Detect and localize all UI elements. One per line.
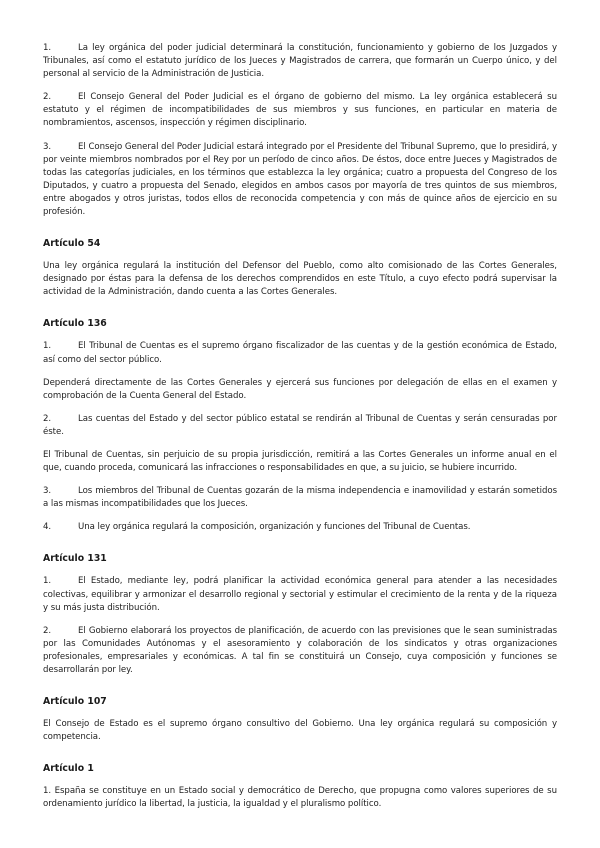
paragraph bbox=[43, 785, 557, 811]
paragraph bbox=[43, 485, 557, 511]
document-body bbox=[43, 42, 557, 821]
paragraph-text: El Estado, mediante ley, podrá planificar la actividad económica general para atender a las necesidades colectivas, equilibrar y armonizar el desarrollo regional y sectorial y estimular el crecimiento de la renta y de la riqueza y su más justa distribución. bbox=[43, 576, 557, 613]
paragraph-text: Los miembros del Tribunal de Cuentas gozarán de la misma independencia e inamovilidad y estarán sometidos a las mismas incompatibilidades que los Jueces. bbox=[43, 486, 557, 510]
paragraph bbox=[43, 91, 557, 130]
paragraph-number: 1. bbox=[43, 341, 52, 352]
paragraph-text: La ley orgánica del poder judicial determinará la constitución, funcionamiento y gobierno de los Juzgados y Tribunales, así como el estatuto jurídico de los Jueces y Magistrados de carrera, que formarán un Cuerpo único, y del personal al servicio de la Administración de Justicia. bbox=[43, 43, 557, 80]
paragraph-text: El Gobierno elaborará los proyectos de planificación, de acuerdo con las previsiones que le sean suministradas por las Comunidades Autónomas y el asesoramiento y colaboración de los sindicatos y otras organizaciones profesionales, empresariales y económicas. A tal fin se constituirá un Consejo, cuya composición y funciones se desarrollarán por ley. bbox=[43, 625, 557, 675]
paragraph-text: El Tribunal de Cuentas, sin perjuicio de su propia jurisdicción, remitirá a las Cortes Generales un informe anual en el que, cuando proceda, comunicará las infracciones o responsabilidades en que, a su juicio, se hubiere incurrido. bbox=[43, 449, 557, 474]
paragraph-number: 3. bbox=[43, 486, 52, 497]
article-heading: Artículo 136 bbox=[43, 318, 107, 330]
paragraph-text: Las cuentas del Estado y del sector público estatal se rendirán al Tribunal de Cuentas y serán censuradas por éste. bbox=[43, 413, 557, 437]
paragraph-number: 1. bbox=[43, 43, 52, 53]
paragraph-number: 2. bbox=[43, 413, 52, 424]
paragraph bbox=[43, 260, 557, 299]
paragraph bbox=[43, 340, 557, 366]
paragraph-number: 2. bbox=[43, 92, 52, 103]
paragraph bbox=[43, 42, 557, 81]
paragraph-number: 1. bbox=[43, 576, 52, 587]
paragraph-text: Dependerá directamente de las Cortes Generales y ejercerá sus funciones por delegación de ellas en el examen y comprobación de la Cuenta General del Estado. bbox=[43, 377, 557, 401]
paragraph-number: 3. bbox=[43, 141, 52, 152]
paragraph-text: El Consejo General del Poder Judicial estará integrado por el Presidente del Tribunal Supremo, que lo presidirá, y por veinte miembros nombrados por el Rey por un período de cinco años. De éstos, doce entre Jueces y Magistrados de todas las categorías judiciales, en los términos que establezca la ley orgánica; cuatro a propuesta del Congreso de los Diputados, y cuatro a propuesta del Senado, elegidos en ambos casos por mayoría de tres quintos de sus miembros, entre abogados y otros juristas, todos ellos de reconocida competencia y con más de quince años de ejercicio en su profesión. bbox=[43, 141, 557, 218]
paragraph bbox=[43, 413, 557, 439]
paragraph-number: 4. bbox=[43, 522, 52, 533]
paragraph bbox=[43, 377, 557, 403]
paragraph-text: Una ley orgánica regulará la composición, organización y funciones del Tribunal de Cuentas. bbox=[78, 522, 471, 533]
paragraph-number: 2. bbox=[43, 625, 52, 636]
article-heading: Artículo 1 bbox=[43, 763, 94, 775]
paragraph bbox=[43, 625, 557, 677]
paragraph-text: 1. España se constituye en un Estado social y democrático de Derecho, que propugna como valores superiores de su ordenamiento jurídico la libertad, la justicia, la igualdad y el pluralismo político. bbox=[43, 786, 557, 810]
paragraph bbox=[43, 141, 557, 220]
article-heading: Artículo 54 bbox=[43, 238, 101, 250]
article-heading: Artículo 107 bbox=[43, 696, 107, 708]
paragraph-text: El Tribunal de Cuentas es el supremo órgano fiscalizador de las cuentas y de la gestión económica de Estado, así como del sector público. bbox=[43, 341, 557, 365]
article-heading: Artículo 131 bbox=[43, 553, 107, 565]
paragraph-text: El Consejo de Estado es el supremo órgano consultivo del Gobierno. Una ley orgánica regulará su composición y competencia. bbox=[43, 719, 557, 743]
paragraph bbox=[43, 521, 557, 534]
paragraph bbox=[43, 575, 557, 614]
paragraph bbox=[43, 449, 557, 475]
paragraph-text: Una ley orgánica regulará la institución del Defensor del Pueblo, como alto comisionado de las Cortes Generales, designado por éstas para la defensa de los derechos comprendidos en este Título, a cuyo efecto podrá supervisar la actividad de la Administración, dando cuenta a las Cortes Generales. bbox=[43, 261, 557, 298]
paragraph-text: El Consejo General del Poder Judicial es el órgano de gobierno del mismo. La ley orgánica establecerá su estatuto y el régimen de incompatibilidades de sus miembros y sus funciones, en particular en materia de nombramientos, ascensos, inspección y régimen disciplinario. bbox=[43, 92, 557, 129]
paragraph bbox=[43, 718, 557, 744]
